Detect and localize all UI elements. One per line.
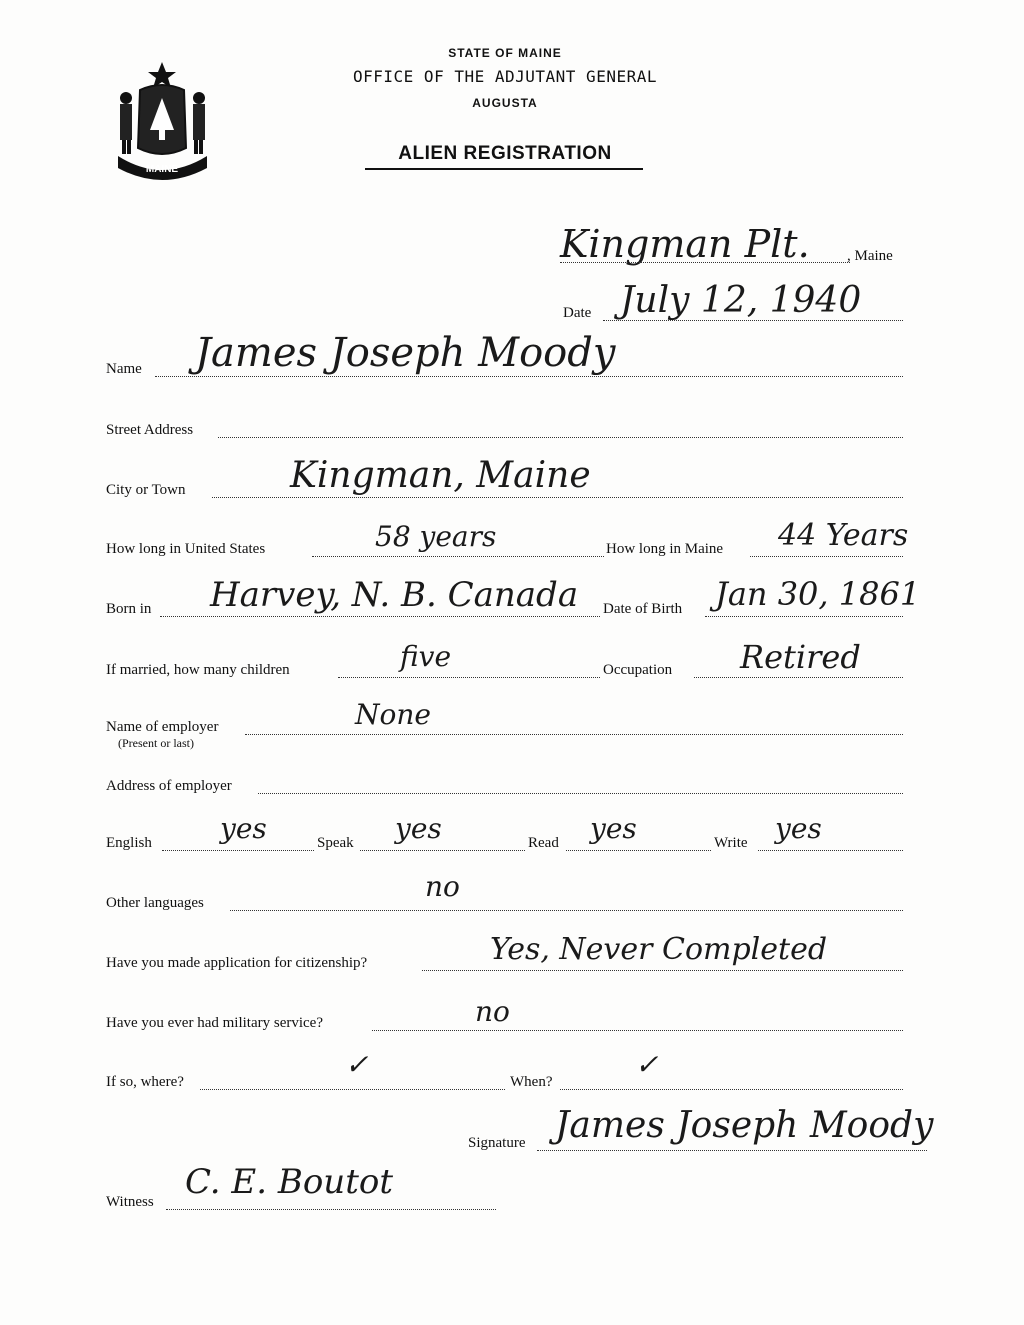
city-line xyxy=(212,497,903,498)
name-label: Name xyxy=(106,361,142,377)
witness-line xyxy=(166,1209,496,1210)
header-state: STATE OF MAINE xyxy=(448,46,562,60)
occupation-value: Retired xyxy=(740,638,861,676)
dob-line xyxy=(705,616,903,617)
when-label: When? xyxy=(510,1074,553,1090)
us-line xyxy=(312,556,604,557)
occupation-label: Occupation xyxy=(603,662,673,678)
header-city: AUGUSTA xyxy=(472,96,538,110)
other-lang-value: no xyxy=(425,870,460,903)
military-label: Have you ever had military service? xyxy=(106,1015,323,1031)
speak-value: yes xyxy=(395,812,442,845)
date-label: Date xyxy=(563,305,592,321)
us-value: 58 years xyxy=(375,520,497,553)
signature-label: Signature xyxy=(468,1135,526,1151)
signature-line xyxy=(537,1150,927,1151)
street-label: Street Address xyxy=(106,422,194,438)
occupation-line xyxy=(694,677,903,678)
write-label: Write xyxy=(714,835,748,851)
citizenship-label: Have you made application for citizenship? xyxy=(106,955,368,971)
witness-label: Witness xyxy=(106,1194,154,1210)
military-line xyxy=(372,1030,903,1031)
married-label: If married, how many children xyxy=(106,662,290,678)
read-line xyxy=(566,850,711,851)
form-title: ALIEN REGISTRATION xyxy=(398,143,612,164)
married-line xyxy=(338,677,600,678)
born-label: Born in xyxy=(106,601,152,617)
dob-label: Date of Birth xyxy=(603,601,683,617)
other-lang-label: Other languages xyxy=(106,895,204,911)
where-value: ✓ xyxy=(345,1048,369,1081)
write-line xyxy=(758,850,903,851)
header-office: OFFICE OF THE ADJUTANT GENERAL xyxy=(353,67,657,86)
english-line xyxy=(162,850,314,851)
name-line xyxy=(155,376,903,377)
other-lang-line xyxy=(230,910,903,911)
employer-label: Name of employer xyxy=(106,719,219,735)
children-value: five xyxy=(400,640,452,673)
born-line xyxy=(160,616,600,617)
employer-value: None xyxy=(355,698,431,731)
where-label: If so, where? xyxy=(106,1074,184,1090)
when-line xyxy=(560,1089,903,1090)
english-value: yes xyxy=(220,812,267,845)
employer-addr-line xyxy=(258,793,903,794)
born-value: Harvey, N. B. Canada xyxy=(210,575,579,615)
name-value: James Joseph Moody xyxy=(195,330,616,376)
title-underline xyxy=(365,168,643,170)
read-label: Read xyxy=(528,835,559,851)
citizenship-line xyxy=(422,970,903,971)
place-value: Kingman Plt. xyxy=(560,222,810,266)
employer-line xyxy=(245,734,903,735)
signature-value: James Joseph Moody xyxy=(555,1105,934,1146)
street-line xyxy=(218,437,903,438)
military-value: no xyxy=(475,995,510,1028)
maine-label: , Maine xyxy=(847,248,893,264)
city-label: City or Town xyxy=(106,482,186,498)
us-label: How long in United States xyxy=(106,541,266,557)
maine-long-line xyxy=(750,556,903,557)
when-value: ✓ xyxy=(635,1048,659,1081)
speak-label: Speak xyxy=(317,835,354,851)
employer-note: (Present or last) xyxy=(118,736,194,750)
employer-addr-label: Address of employer xyxy=(106,778,232,794)
english-label: English xyxy=(106,835,152,851)
read-value: yes xyxy=(590,812,637,845)
witness-value: C. E. Boutot xyxy=(185,1162,394,1202)
write-value: yes xyxy=(775,812,822,845)
maine-long-value: 44 Years xyxy=(778,518,909,553)
maine-long-label: How long in Maine xyxy=(606,541,724,557)
citizenship-value: Yes, Never Completed xyxy=(490,932,828,967)
city-value: Kingman, Maine xyxy=(290,455,591,496)
place-line xyxy=(560,262,850,263)
where-line xyxy=(200,1089,505,1090)
seal-text: MAINE xyxy=(145,164,179,175)
date-value: July 12, 1940 xyxy=(620,280,862,321)
dob-value: Jan 30, 1861 xyxy=(715,575,921,613)
speak-line xyxy=(360,850,525,851)
